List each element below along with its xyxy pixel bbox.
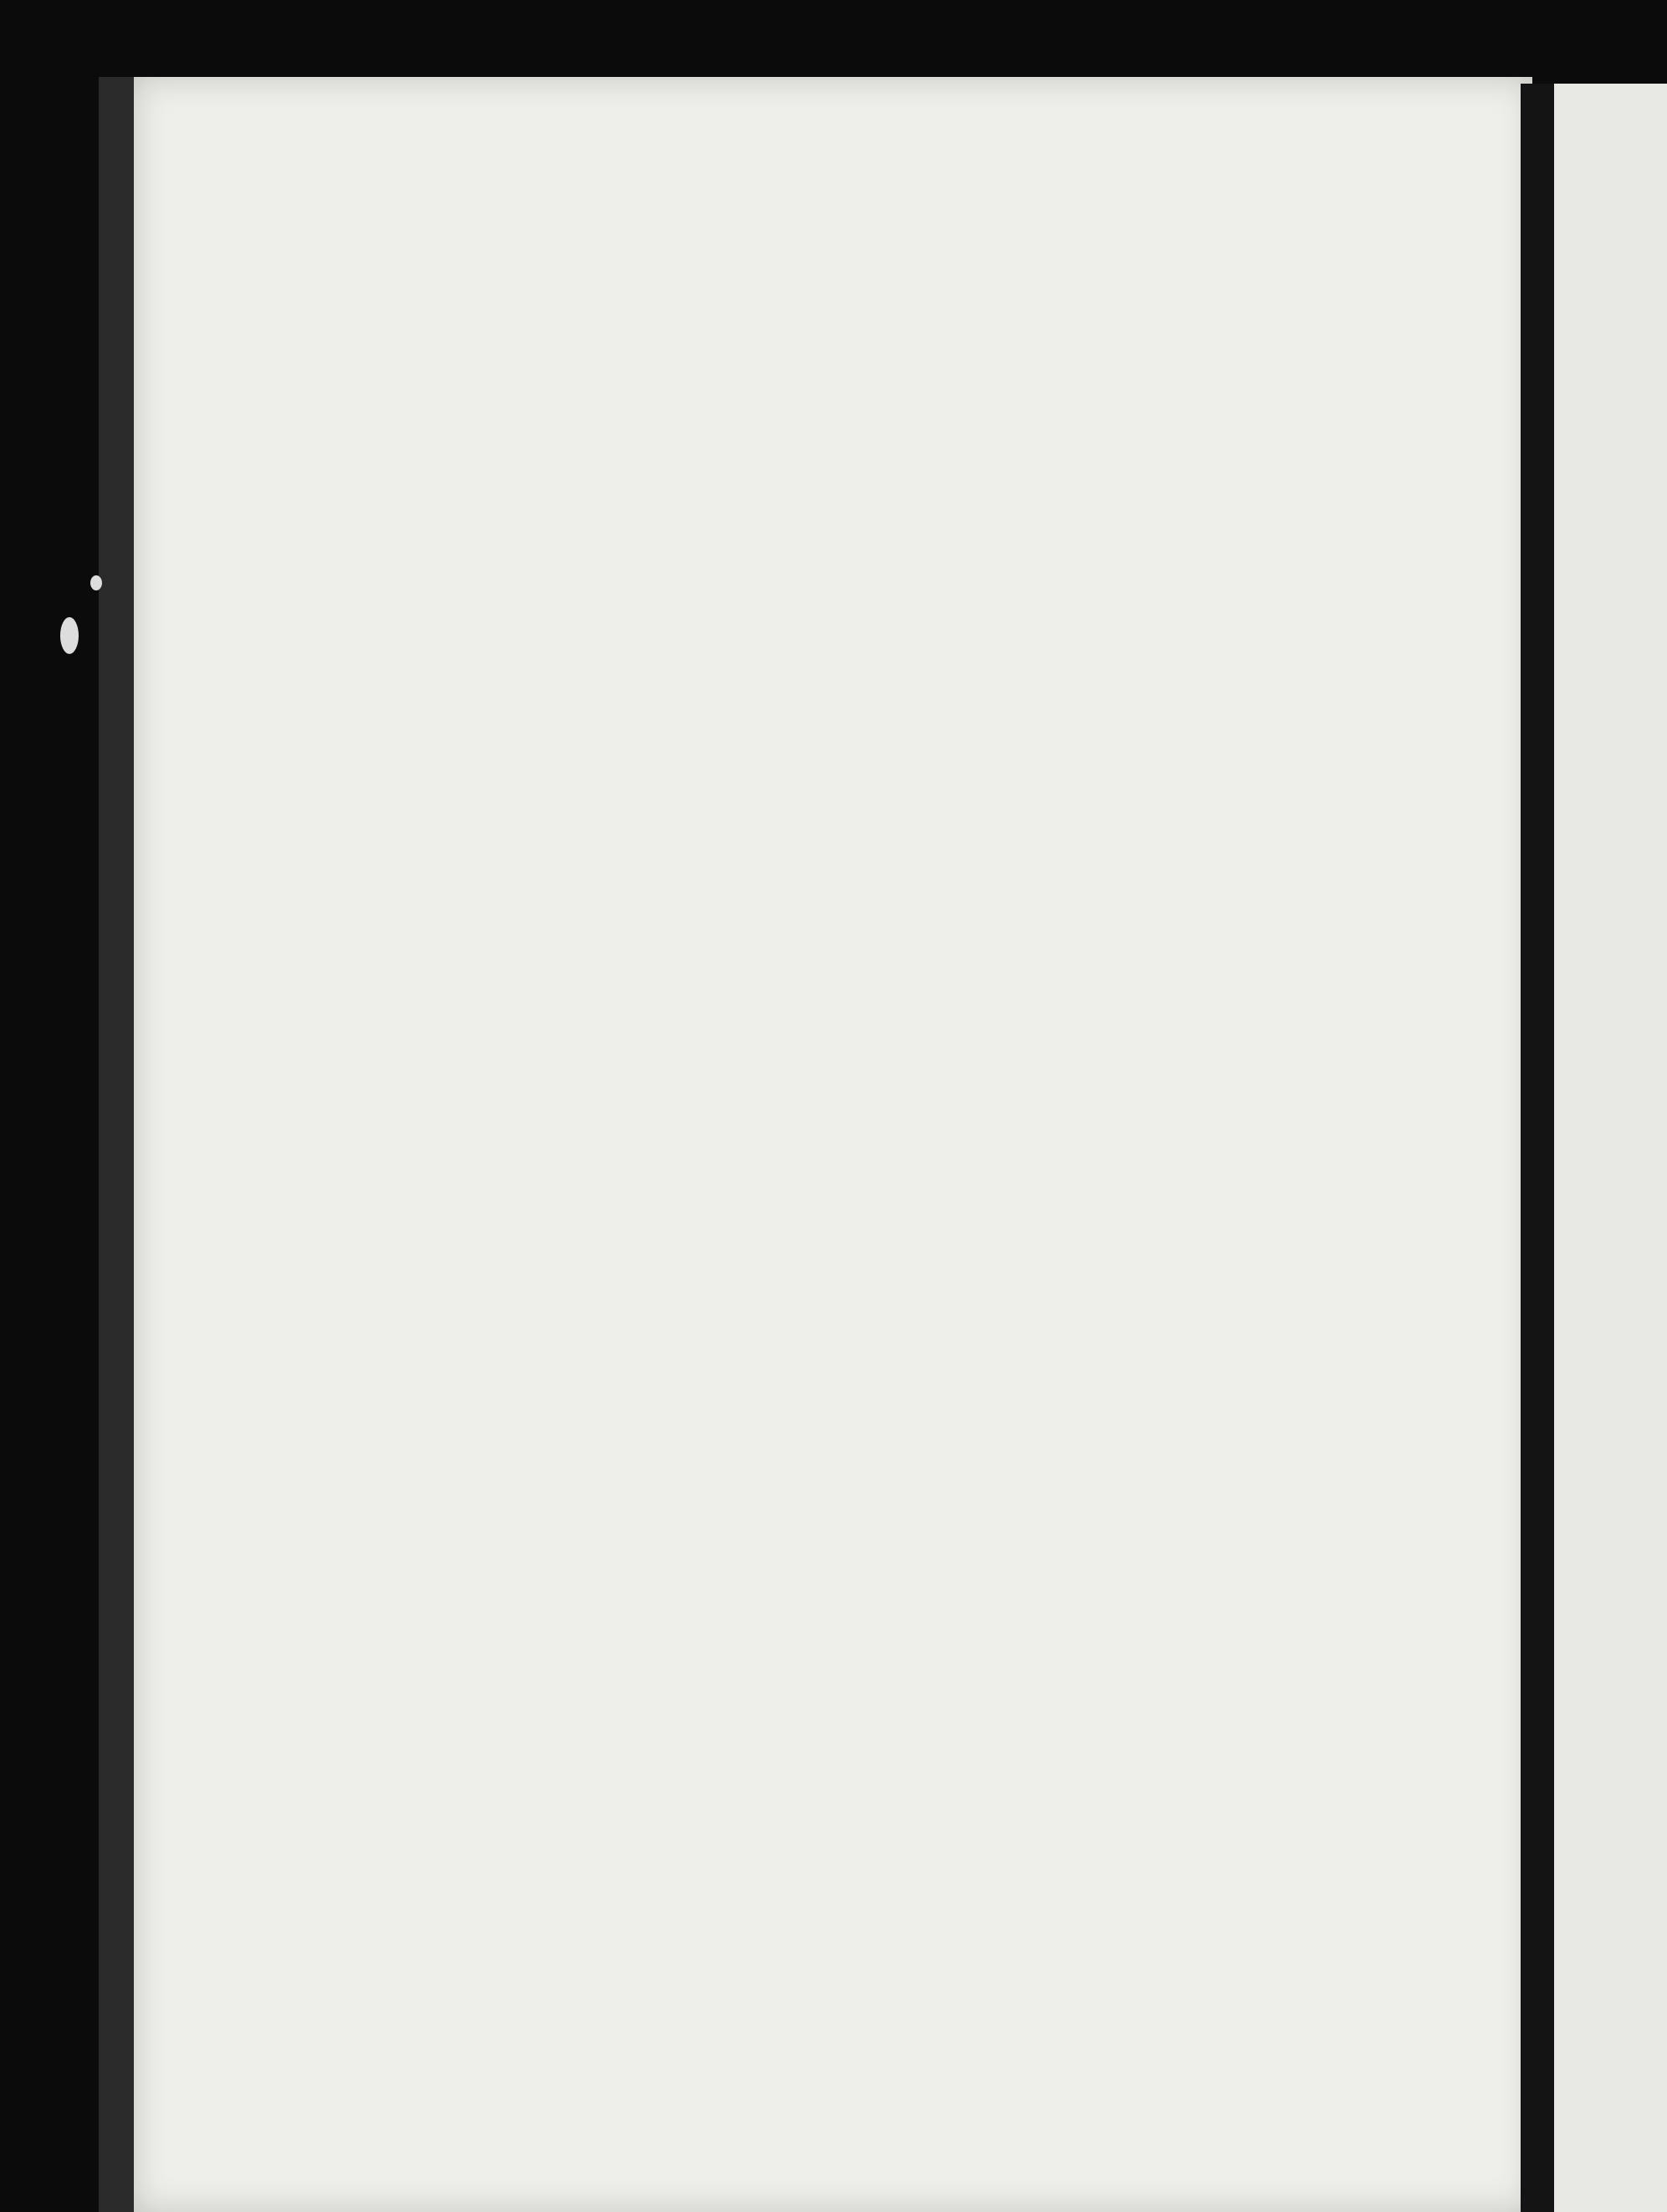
page-gutter-right: [1521, 84, 1557, 2212]
page-gutter-left: [99, 77, 139, 2212]
index-text: [422, 335, 1460, 477]
facing-page-fragment: [1554, 84, 1667, 2212]
section-spacer: [422, 335, 1460, 477]
scan-speck: [60, 617, 79, 654]
scan-speck: [90, 575, 102, 590]
